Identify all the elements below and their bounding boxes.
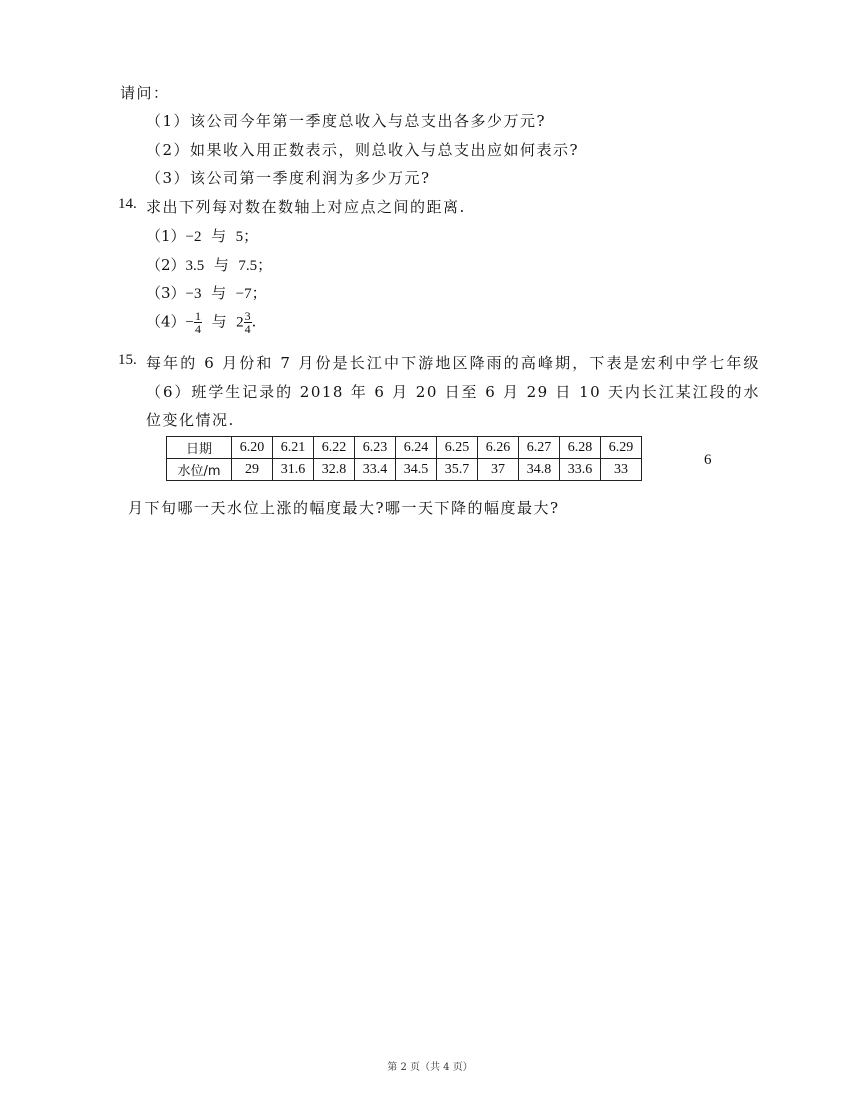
fraction-three-quarters: [244, 310, 252, 335]
page-footer: 第 2 页（共 4 页）: [387, 1062, 473, 1073]
header-cell: 水位/m: [167, 459, 232, 481]
minus-sign: −: [185, 314, 195, 331]
q13-sub1: （1）该公司今年第一季度总收入与总支出各多少万元?: [146, 112, 547, 130]
date-cell: 6.29: [601, 437, 642, 459]
q15-line2: （6）班学生记录的 2018 年 6 月 20 日至 6 月 29 日 10 天内长江某江段的水: [146, 383, 760, 401]
item-label: （4）: [146, 312, 186, 331]
level-cell: 34.8: [519, 459, 560, 481]
level-cell: 32.8: [314, 459, 355, 481]
water-level-table: [166, 436, 642, 481]
item-b: 5；: [235, 229, 259, 245]
table-row-dates: [167, 437, 642, 459]
date-cell: 6.27: [519, 437, 560, 459]
level-cell: 35.7: [437, 459, 478, 481]
intro-label: 请问：: [120, 84, 170, 102]
level-cell: 29: [232, 459, 273, 481]
fraction-denominator: 4: [195, 322, 202, 336]
fraction-numerator: 3: [244, 309, 251, 323]
item-label: （3）: [146, 284, 186, 302]
q15-side-number: 6: [704, 452, 712, 468]
level-cell: 33.6: [560, 459, 601, 481]
level-cell: 37: [478, 459, 519, 481]
item-a: 3.5: [185, 258, 205, 274]
level-cell: 33: [601, 459, 642, 481]
q13-sub3: （3）该公司第一季度利润为多少万元?: [146, 169, 431, 187]
date-cell: 6.22: [314, 437, 355, 459]
item-mid: 与: [211, 284, 227, 302]
date-cell: 6.24: [396, 437, 437, 459]
q14-item-4: [146, 310, 256, 335]
item-end: .: [251, 312, 257, 331]
item-label: （1）: [146, 227, 186, 245]
fraction-one-quarter: [194, 310, 202, 335]
table-row-levels: [167, 459, 642, 481]
header-cell: 日期: [167, 437, 232, 459]
q13-sub2: （2）如果收入用正数表示，则总收入与总支出应如何表示?: [146, 141, 580, 159]
item-label: （2）: [146, 256, 186, 274]
q14-item-2: [146, 254, 272, 275]
q15-question: 月下旬哪一天水位上涨的幅度最大?哪一天下降的幅度最大?: [128, 499, 560, 517]
level-cell: 33.4: [355, 459, 396, 481]
item-a: −2: [185, 229, 202, 245]
q14-item-3: [146, 282, 267, 303]
date-cell: 6.26: [478, 437, 519, 459]
q15-line1: 每年的 6 月份和 7 月份是长江中下游地区降雨的高峰期，下表是宏利中学七年级: [146, 354, 760, 372]
item-a: −3: [185, 286, 202, 302]
date-cell: 6.28: [560, 437, 601, 459]
date-cell: 6.21: [273, 437, 314, 459]
level-cell: 34.5: [396, 459, 437, 481]
q14-number: 14.: [118, 196, 137, 212]
item-b: −7；: [235, 286, 267, 302]
fraction-numerator: 1: [195, 309, 202, 323]
q14-item-1: [146, 225, 258, 246]
item-mid: 与: [211, 227, 227, 245]
date-cell: 6.25: [437, 437, 478, 459]
item-b: 7.5；: [238, 258, 273, 274]
fraction-denominator: 4: [244, 322, 251, 336]
item-mid: 与: [211, 312, 227, 331]
date-cell: 6.23: [355, 437, 396, 459]
level-cell: 31.6: [273, 459, 314, 481]
q15-line3: 位变化情况.: [146, 411, 235, 429]
q15-number: 15.: [118, 352, 137, 368]
item-mid: 与: [213, 256, 229, 274]
q14-text: 求出下列每对数在数轴上对应点之间的距离.: [146, 198, 466, 216]
mixed-whole: 2: [236, 314, 244, 331]
date-cell: 6.20: [232, 437, 273, 459]
